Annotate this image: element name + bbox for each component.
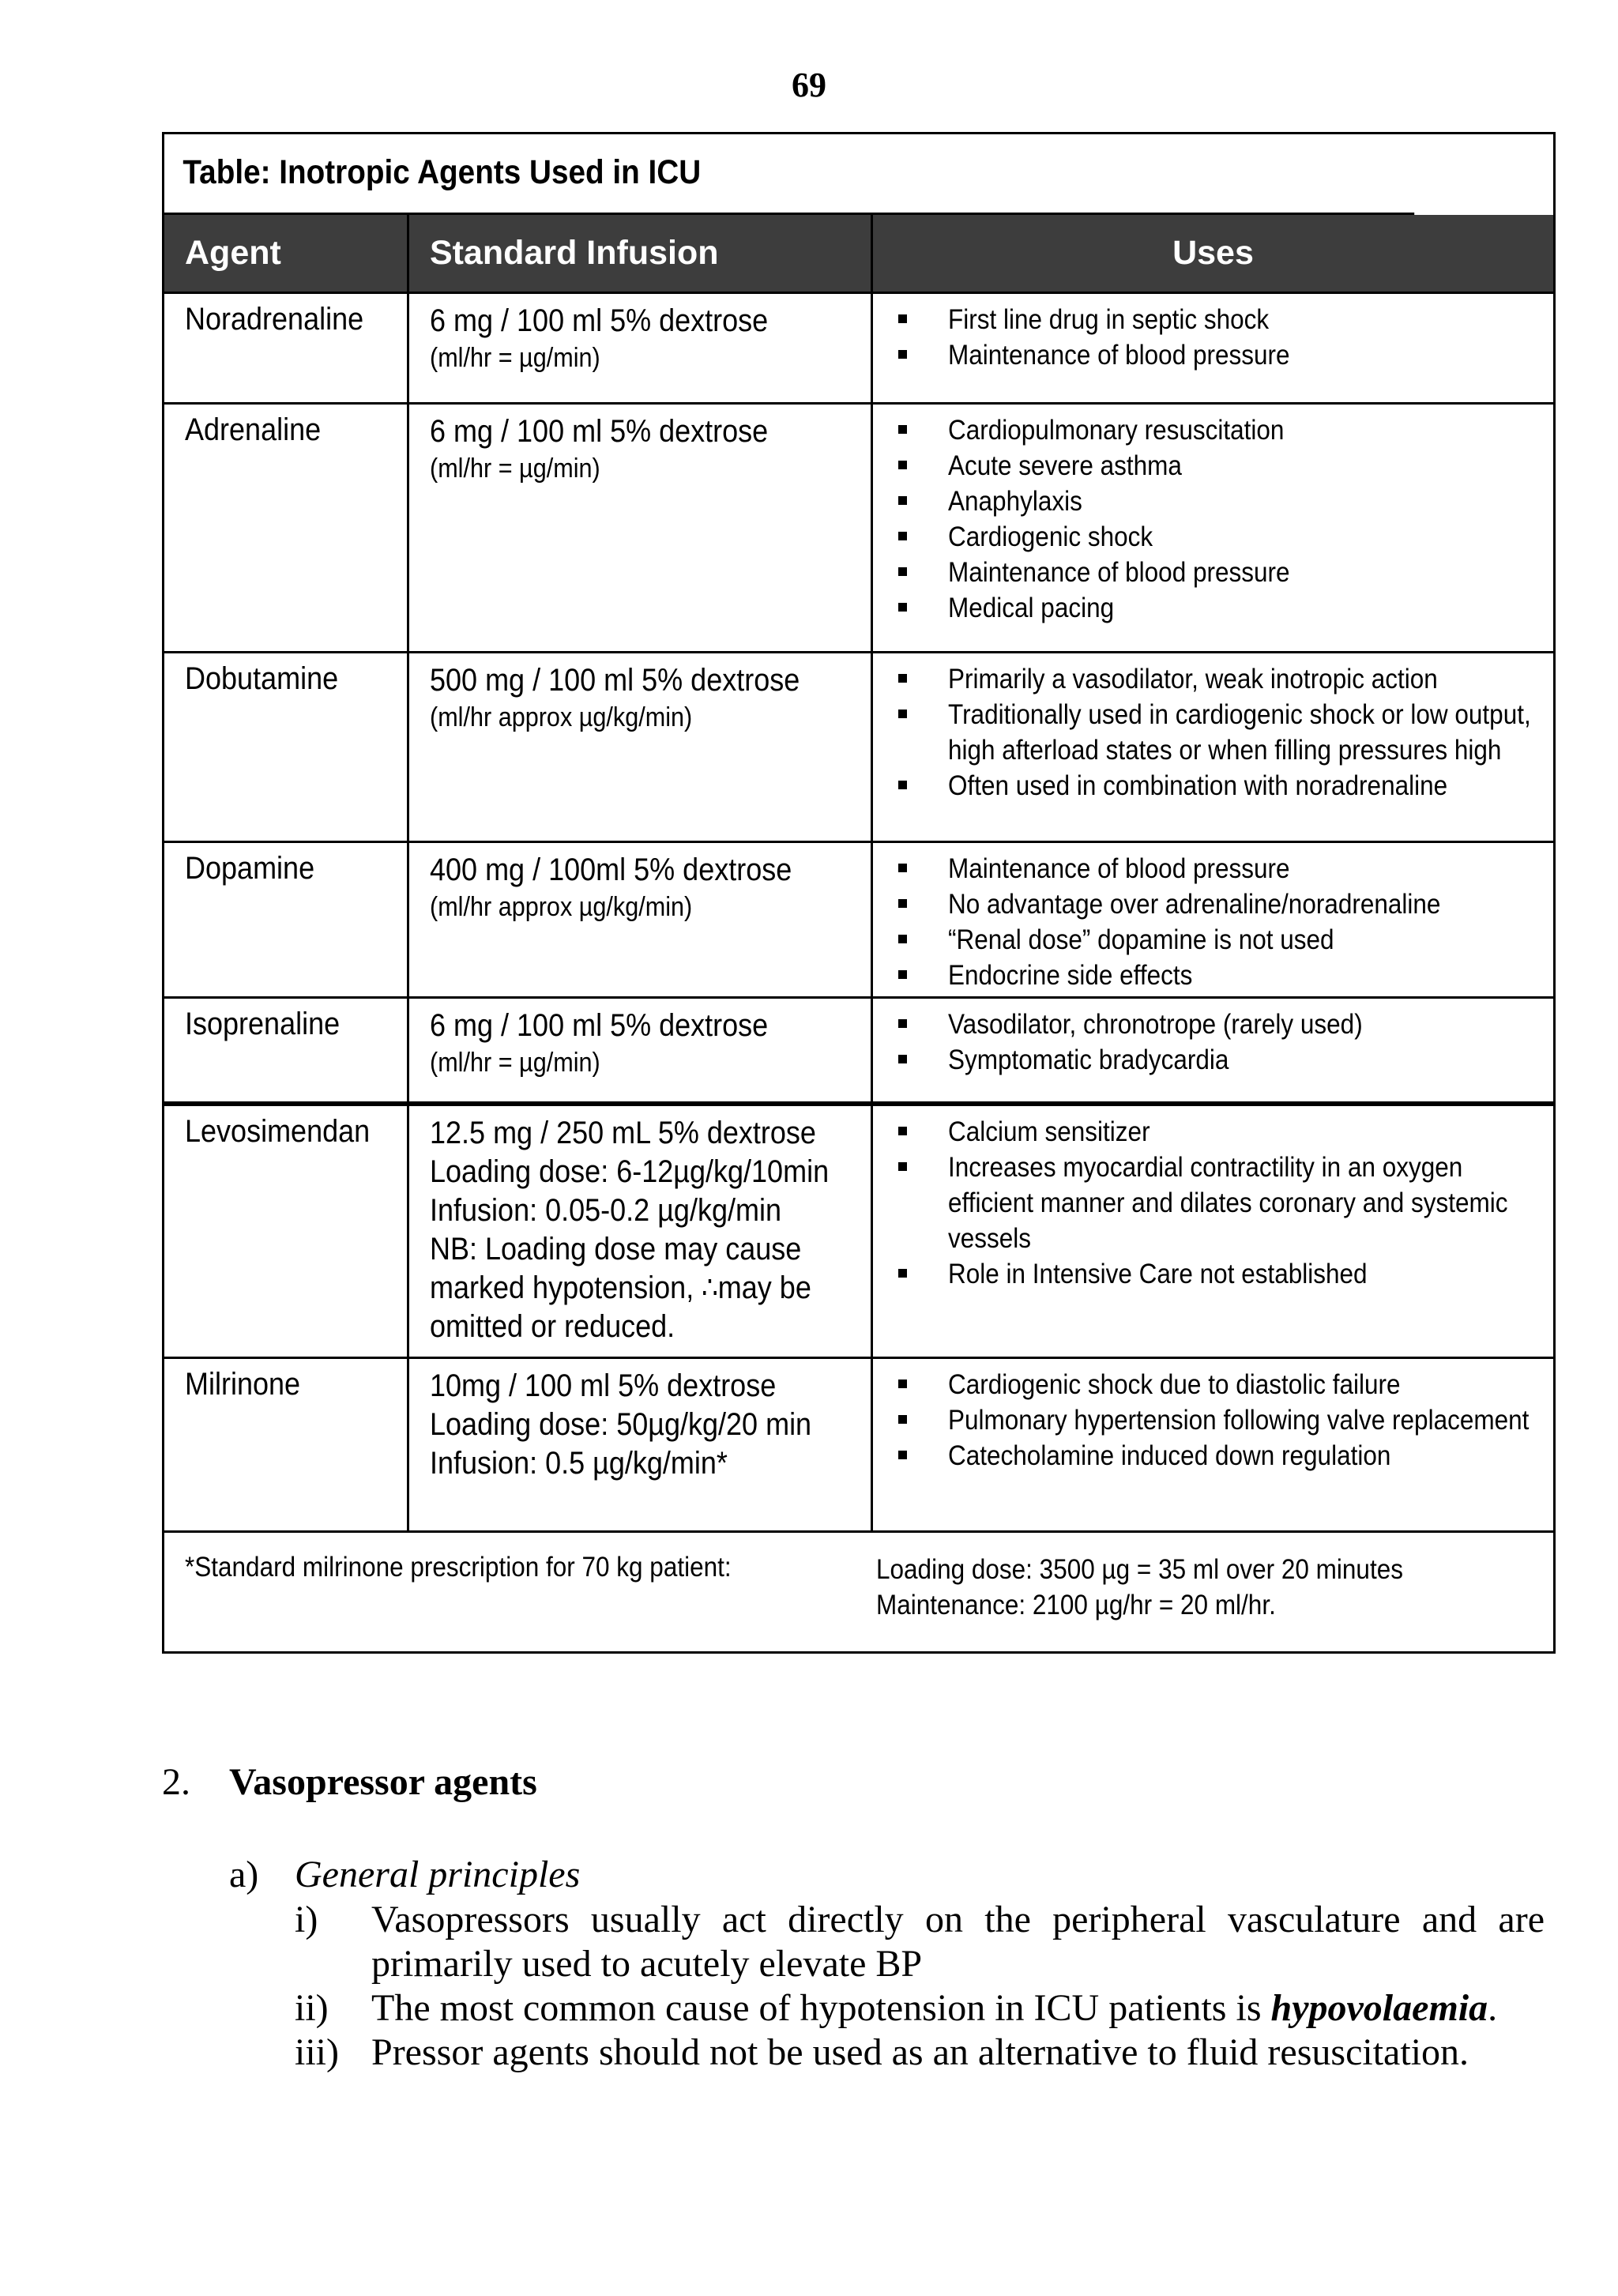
subsection-title: General principles xyxy=(295,1854,581,1895)
use-text: No advantage over adrenaline/noradrenaline xyxy=(948,889,1441,920)
use-text: Cardiopulmonary resuscitation xyxy=(948,415,1285,446)
use-item xyxy=(873,697,1545,768)
table-body xyxy=(164,294,1553,1533)
use-text: Acute severe asthma xyxy=(948,450,1182,481)
table-row xyxy=(164,999,1553,1106)
footnote-loading-dose: Loading dose: 3500 µg = 35 ml over 20 minutes xyxy=(876,1554,1403,1585)
uses-list xyxy=(873,412,1545,626)
use-text: Symptomatic bradycardia xyxy=(948,1044,1229,1075)
use-item xyxy=(873,448,1545,484)
header-agent: Agent xyxy=(164,215,409,292)
uses-list xyxy=(873,1367,1545,1474)
section-number: 2. xyxy=(162,1761,190,1803)
uses-list xyxy=(873,661,1545,804)
use-text: Vasodilator, chronotrope (rarely used) xyxy=(948,1009,1363,1040)
use-text: Traditionally used in cardiogenic shock or low output, high afterload states or when filling pressures high xyxy=(948,699,1531,766)
use-item xyxy=(873,590,1545,626)
table-row xyxy=(164,653,1553,843)
use-item xyxy=(873,1402,1545,1438)
use-text: Endocrine side effects xyxy=(948,960,1193,991)
uses-list xyxy=(873,1007,1545,1078)
agent-name: Adrenaline xyxy=(185,412,322,447)
use-text: Calcium sensitizer xyxy=(948,1116,1150,1147)
item-number-ii: ii) xyxy=(295,1987,329,2029)
footnote-maintenance: Maintenance: 2100 µg/hr = 20 ml/hr. xyxy=(876,1590,1276,1620)
infusion-rate-note: (ml/hr = µg/min) xyxy=(430,343,600,373)
infusion-line: 12.5 mg / 250 mL 5% dextrose xyxy=(430,1116,816,1150)
header-standard-infusion: Standard Infusion xyxy=(409,215,873,292)
agent-name: Dopamine xyxy=(185,851,315,886)
page-number: 69 xyxy=(792,66,826,104)
use-item xyxy=(873,484,1545,519)
table-footnote xyxy=(164,1533,1553,1651)
infusion-line: 500 mg / 100 ml 5% dextrose xyxy=(430,663,800,698)
item-text-ii: The most common cause of hypotension in ICU patients is hypovolaemia. xyxy=(371,1987,1498,2029)
use-item xyxy=(873,519,1545,555)
item-number-iii: iii) xyxy=(295,2031,339,2073)
use-item xyxy=(873,1367,1545,1402)
infusion-line: Loading dose: 6-12µg/kg/10min xyxy=(430,1154,830,1189)
use-text: Increases myocardial contractility in an oxygen efficient manner and dilates coronary and systemic vessels xyxy=(948,1152,1508,1254)
use-item xyxy=(873,661,1545,697)
table-row xyxy=(164,1106,1553,1359)
use-text: Medical pacing xyxy=(948,593,1115,623)
use-item xyxy=(873,555,1545,590)
use-text: Maintenance of blood pressure xyxy=(948,853,1290,884)
agent-name: Noradrenaline xyxy=(185,302,364,337)
table-row xyxy=(164,294,1553,405)
infusion-line: 10mg / 100 ml 5% dextrose xyxy=(430,1368,777,1403)
use-item xyxy=(873,1256,1545,1292)
infusion-line: 6 mg / 100 ml 5% dextrose xyxy=(430,414,769,449)
infusion-line: omitted or reduced. xyxy=(430,1309,675,1344)
uses-list xyxy=(873,302,1545,373)
infusion-line: Loading dose: 50µg/kg/20 min xyxy=(430,1407,812,1442)
use-text: Maintenance of blood pressure xyxy=(948,557,1290,588)
agent-name: Levosimendan xyxy=(185,1114,371,1149)
use-item xyxy=(873,886,1545,922)
use-item xyxy=(873,1114,1545,1150)
emphasis-hypovolaemia: hypovolaemia xyxy=(1270,1987,1488,2029)
use-text: “Renal dose” dopamine is not used xyxy=(948,924,1334,955)
use-item xyxy=(873,851,1545,886)
use-text: Cardiogenic shock xyxy=(948,521,1153,552)
infusion-line: NB: Loading dose may cause xyxy=(430,1232,802,1267)
table-title: Table: Inotropic Agents Used in ICU xyxy=(164,134,1414,215)
table-header-row xyxy=(164,215,1553,294)
infusion-rate-note: (ml/hr = µg/min) xyxy=(430,454,600,484)
table-row xyxy=(164,405,1553,653)
use-text: First line drug in septic shock xyxy=(948,304,1270,335)
infusion-rate-note: (ml/hr = µg/min) xyxy=(430,1048,600,1078)
uses-list xyxy=(873,1114,1545,1292)
agent-name: Milrinone xyxy=(185,1367,301,1402)
infusion-line: 400 mg / 100ml 5% dextrose xyxy=(430,853,792,887)
infusion-line: 6 mg / 100 ml 5% dextrose xyxy=(430,1008,769,1043)
uses-list xyxy=(873,851,1545,993)
item-number-i: i) xyxy=(295,1899,318,1940)
infusion-line: marked hypotension, ∴may be xyxy=(430,1270,811,1305)
use-text: Anaphylaxis xyxy=(948,486,1082,517)
header-uses: Uses xyxy=(1172,234,1254,272)
inotropic-agents-table xyxy=(162,132,1556,1654)
use-item xyxy=(873,1042,1545,1078)
use-text: Role in Intensive Care not established xyxy=(948,1259,1368,1289)
section-title: Vasopressor agents xyxy=(229,1761,537,1803)
item-text-i-line2: primarily used to acutely elevate BP xyxy=(371,1943,923,1985)
use-item xyxy=(873,412,1545,448)
use-text: Often used in combination with noradrenaline xyxy=(948,770,1448,801)
footnote-label: *Standard milrinone prescription for 70 kg patient: xyxy=(185,1552,732,1583)
infusion-rate-note: (ml/hr approx µg/kg/min) xyxy=(430,892,693,922)
use-text: Cardiogenic shock due to diastolic failure xyxy=(948,1369,1401,1400)
table-row xyxy=(164,1359,1553,1533)
use-text: Primarily a vasodilator, weak inotropic action xyxy=(948,664,1438,694)
use-item xyxy=(873,958,1545,993)
item-text-i-line1: Vasopressors usually act directly on the peripheral vasculature and are xyxy=(371,1899,1545,1940)
use-item xyxy=(873,1438,1545,1474)
use-text: Maintenance of blood pressure xyxy=(948,340,1290,371)
infusion-line: Infusion: 0.5 µg/kg/min* xyxy=(430,1446,728,1481)
use-item xyxy=(873,1007,1545,1042)
item-text-iii: Pressor agents should not be used as an alternative to fluid resuscitation. xyxy=(371,2031,1469,2073)
use-item xyxy=(873,922,1545,958)
use-text: Catecholamine induced down regulation xyxy=(948,1440,1391,1471)
agent-name: Dobutamine xyxy=(185,661,339,696)
use-item xyxy=(873,302,1545,337)
infusion-line: Infusion: 0.05-0.2 µg/kg/min xyxy=(430,1193,781,1228)
use-text: Pulmonary hypertension following valve replacement xyxy=(948,1405,1530,1436)
use-item xyxy=(873,1150,1545,1256)
subsection-label: a) xyxy=(229,1854,259,1895)
use-item xyxy=(873,337,1545,373)
table-row xyxy=(164,843,1553,999)
infusion-rate-note: (ml/hr approx µg/kg/min) xyxy=(430,702,693,732)
infusion-line: 6 mg / 100 ml 5% dextrose xyxy=(430,303,769,338)
agent-name: Isoprenaline xyxy=(185,1007,341,1041)
use-item xyxy=(873,768,1545,804)
